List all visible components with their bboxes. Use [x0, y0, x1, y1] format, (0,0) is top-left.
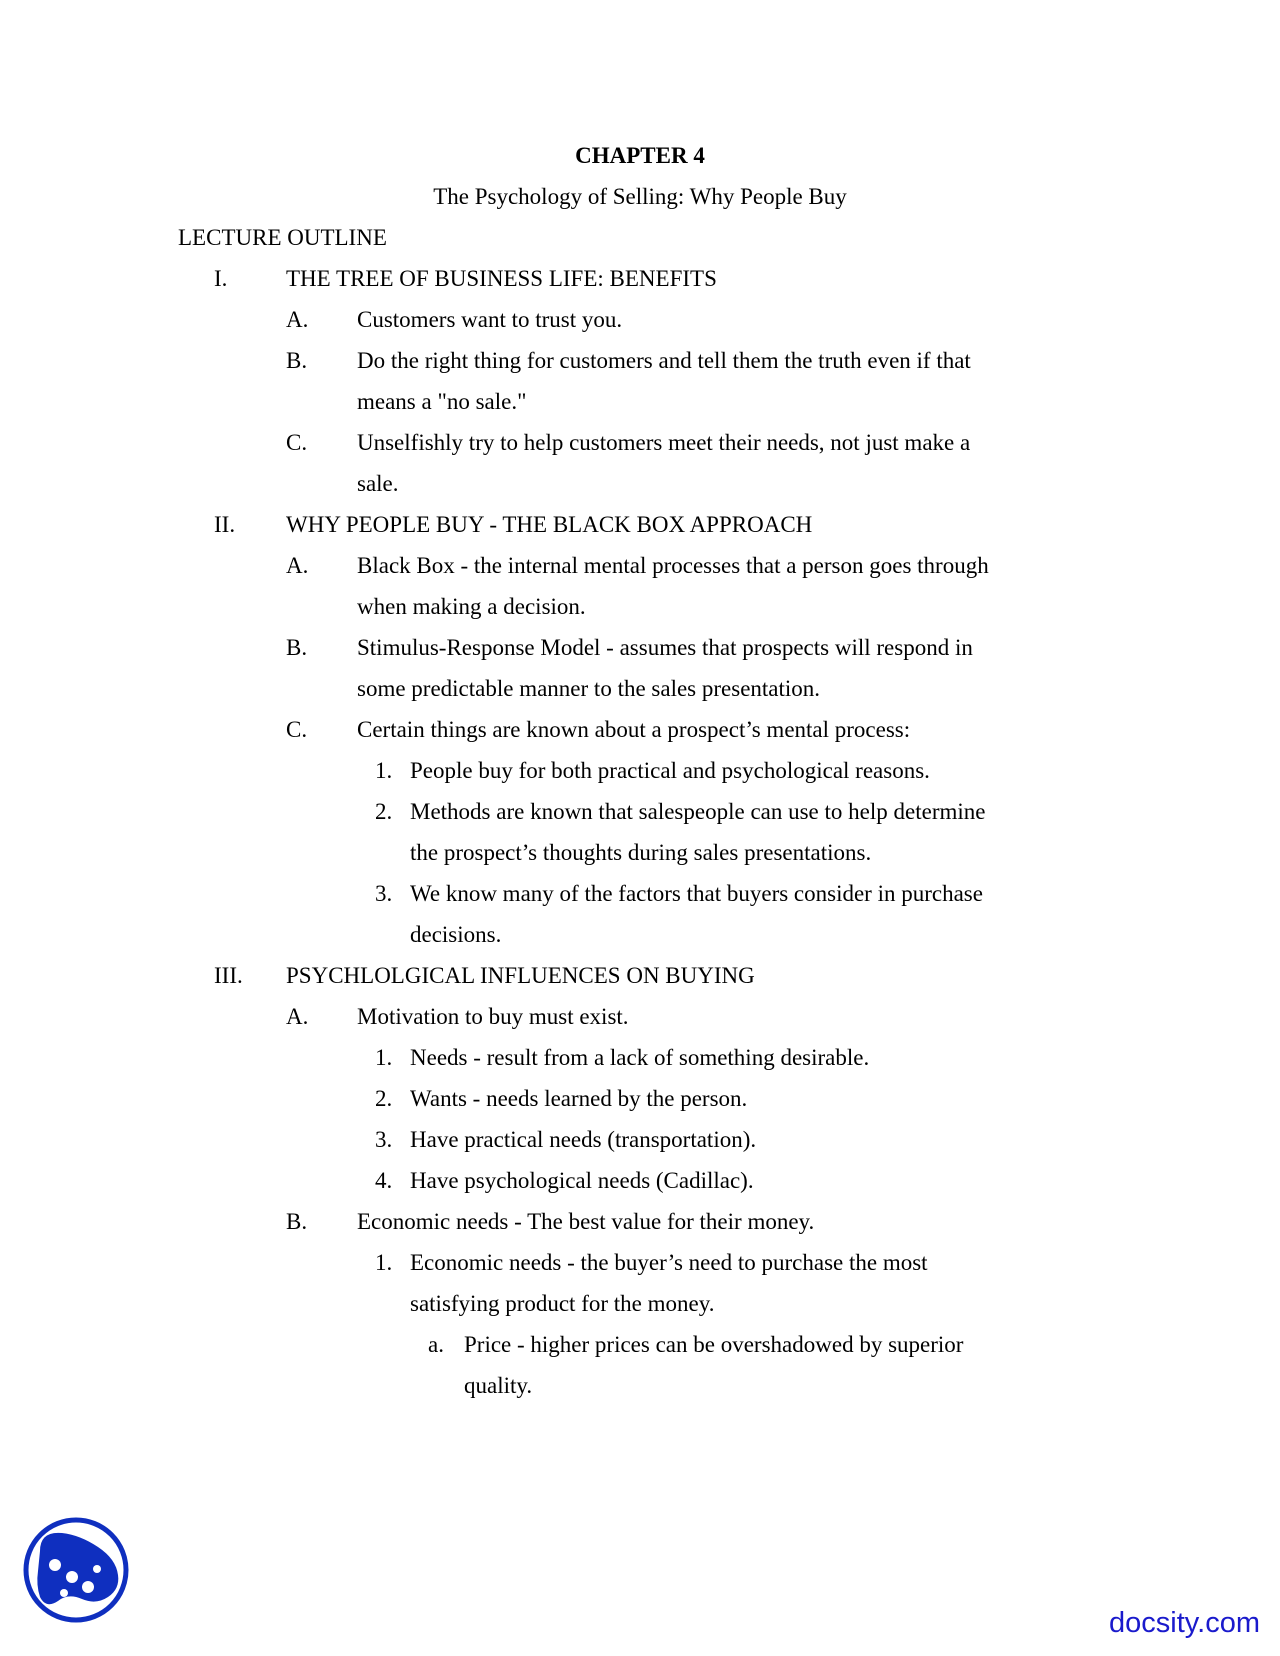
item-text: means a "no sale." [357, 389, 527, 414]
item-text: Certain things are known about a prospect’s mental process: [357, 717, 911, 742]
chapter-title: CHAPTER 4 [575, 143, 705, 168]
subitem-text: Methods are known that salespeople can use to help determine [410, 799, 986, 824]
subitem-text: Wants - needs learned by the person. [410, 1086, 748, 1111]
outline-label: LECTURE OUTLINE [178, 225, 387, 250]
section-numeral: II. [214, 512, 236, 537]
subitem-text: decisions. [410, 922, 502, 947]
subitem-text: the prospect’s thoughts during sales presentations. [410, 840, 872, 865]
item-text: Economic needs - The best value for their money. [357, 1209, 815, 1234]
item-text: Motivation to buy must exist. [357, 1004, 629, 1029]
item-marker: A. [286, 553, 309, 578]
subitem-text: Needs - result from a lack of something desirable. [410, 1045, 870, 1070]
section-heading: THE TREE OF BUSINESS LIFE: BENEFITS [286, 266, 717, 291]
subitem-marker: 1. [375, 1045, 393, 1070]
subitem-marker: 3. [375, 1127, 393, 1152]
chapter-subtitle: The Psychology of Selling: Why People Buy [433, 184, 847, 209]
subitem-text: We know many of the factors that buyers consider in purchase [410, 881, 983, 906]
item-text: when making a decision. [357, 594, 586, 619]
docsity-logo-icon[interactable] [22, 1515, 130, 1625]
subitem-marker: 1. [375, 758, 393, 783]
subitem-marker: 4. [375, 1168, 393, 1193]
subitem-text: Economic needs - the buyer’s need to purchase the most [410, 1250, 928, 1275]
item-text: sale. [357, 471, 399, 496]
item-marker: B. [286, 348, 308, 373]
docsity-watermark-link[interactable]: docsity.com [1109, 1607, 1260, 1639]
section-heading: PSYCHLOLGICAL INFLUENCES ON BUYING [286, 963, 755, 988]
subitem-marker: 3. [375, 881, 393, 906]
item-marker: B. [286, 635, 308, 660]
item-text: Black Box - the internal mental processes that a person goes through [357, 553, 989, 578]
item-text: Customers want to trust you. [357, 307, 623, 332]
subsubitem-text: Price - higher prices can be overshadowed by superior [464, 1332, 964, 1357]
subitem-text: Have psychological needs (Cadillac). [410, 1168, 754, 1193]
section-heading: WHY PEOPLE BUY - THE BLACK BOX APPROACH [286, 512, 813, 537]
item-text: Unselfishly try to help customers meet their needs, not just make a [357, 430, 971, 455]
subitem-text: People buy for both practical and psychological reasons. [410, 758, 930, 783]
subsubitem-marker: a. [428, 1332, 444, 1357]
subsubitem-text: quality. [464, 1373, 533, 1398]
section-numeral: III. [214, 963, 243, 988]
section-numeral: I. [214, 266, 228, 291]
item-marker: C. [286, 430, 308, 455]
subitem-text: satisfying product for the money. [410, 1291, 715, 1316]
item-text: some predictable manner to the sales presentation. [357, 676, 821, 701]
item-marker: A. [286, 307, 309, 332]
subitem-marker: 2. [375, 799, 393, 824]
subitem-text: Have practical needs (transportation). [410, 1127, 757, 1152]
item-marker: C. [286, 717, 308, 742]
item-text: Stimulus-Response Model - assumes that prospects will respond in [357, 635, 973, 660]
item-marker: B. [286, 1209, 308, 1234]
item-marker: A. [286, 1004, 309, 1029]
subitem-marker: 2. [375, 1086, 393, 1111]
item-text: Do the right thing for customers and tell them the truth even if that [357, 348, 971, 373]
subitem-marker: 1. [375, 1250, 393, 1275]
